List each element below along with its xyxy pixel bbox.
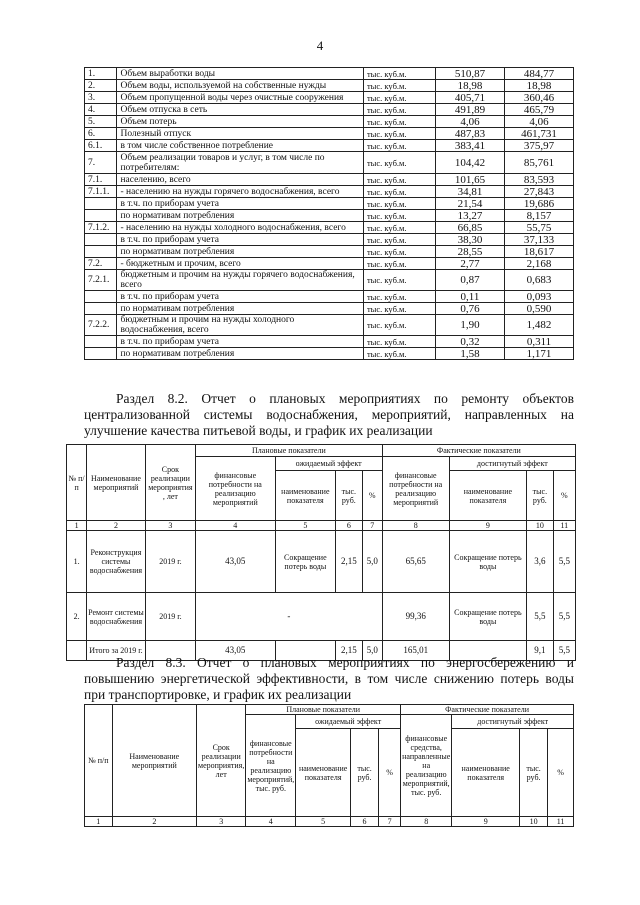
row-value-plan: 1,58 [435, 348, 504, 360]
column-number: 2 [112, 817, 196, 827]
row-unit: тыс. куб.м. [363, 128, 435, 140]
row-name: по нормативам потребления [117, 303, 364, 315]
row-value-fact: 1,482 [504, 315, 573, 336]
hdr-fact-fin: финансовые потребности на реализацию мероприятий [382, 457, 449, 521]
row-value-fact: 18,98 [504, 80, 573, 92]
hdr3-plan-rub: тыс. руб. [350, 729, 378, 817]
row-unit: тыс. куб.м. [363, 104, 435, 116]
row-value-plan: 66,85 [435, 222, 504, 234]
row-number: 7. [85, 152, 117, 174]
row-value-fact: 83,593 [504, 174, 573, 186]
hdr-fact-ind: наименование показателя [449, 471, 526, 521]
row-value-plan: 405,71 [435, 92, 504, 104]
row-value-fact: 2,168 [504, 258, 573, 270]
row-value-plan: 21,54 [435, 198, 504, 210]
balance-row [85, 222, 574, 234]
balance-row [85, 128, 574, 140]
row-name: в том числе собственное потребление [117, 140, 364, 152]
row-number [85, 348, 117, 360]
hdr3-name: Наименование мероприятий [112, 705, 196, 817]
section-8-2-title: Раздел 8.2. Отчет о плановых мероприятиях по ремонту объектов централизованной системы водоснабжения, мероприятий, направленных на улучшение качества питьевой воды, и график их реализации [84, 391, 574, 438]
row2-fact-ind: Сокращение потерь воды [449, 593, 526, 641]
row1-num: 1. [67, 531, 87, 593]
total-plan-rub: 2,15 [336, 641, 363, 661]
column-number: 5 [296, 817, 351, 827]
balance-row [85, 140, 574, 152]
row-number: 3. [85, 92, 117, 104]
row-value-plan: 0,76 [435, 303, 504, 315]
row-value-plan: 18,98 [435, 80, 504, 92]
row2-fact-pct: 5,5 [553, 593, 575, 641]
hdr-plan-fin: финансовые потребности на реализацию мероприятий [195, 457, 275, 521]
row-value-plan: 487,83 [435, 128, 504, 140]
row2-term: 2019 г. [145, 593, 195, 641]
hdr-num: № п/ п [67, 445, 87, 521]
row-name: бюджетным и прочим на нужды холодного водоснабжения, всего [117, 315, 364, 336]
row-value-fact: 0,311 [504, 336, 573, 348]
row-number [85, 303, 117, 315]
row1-plan-rub: 2,15 [336, 531, 363, 593]
row1-name: Реконструкция системы водоснабжения [87, 531, 146, 593]
hdr3-num: № п/п [85, 705, 113, 817]
row-name: населению, всего [117, 174, 364, 186]
row-value-plan: 2,77 [435, 258, 504, 270]
row-unit: тыс. куб.м. [363, 303, 435, 315]
row-name: в т.ч. по приборам учета [117, 336, 364, 348]
column-number: 8 [401, 817, 452, 827]
total-fact-fin: 165,01 [382, 641, 449, 661]
row-unit: тыс. куб.м. [363, 92, 435, 104]
row-name: Объем потерь [117, 116, 364, 128]
row-value-fact: 461,731 [504, 128, 573, 140]
row-number [85, 246, 117, 258]
balance-row [85, 258, 574, 270]
hdr3-term: Срок реализации мероприятия, лет [197, 705, 246, 817]
row-name: Объем отпуска в сеть [117, 104, 364, 116]
hdr3-plan: Плановые показатели [246, 705, 401, 715]
row-unit: тыс. куб.м. [363, 210, 435, 222]
hdr-fact: Фактические показатели [382, 445, 575, 457]
balance-row [85, 336, 574, 348]
row-value-fact: 27,843 [504, 186, 573, 198]
row-number [85, 291, 117, 303]
row-value-plan: 383,41 [435, 140, 504, 152]
row-number: 7.2.1. [85, 270, 117, 291]
row2-num: 2. [67, 593, 87, 641]
row-number: 7.1. [85, 174, 117, 186]
row-unit: тыс. куб.м. [363, 348, 435, 360]
row-number [85, 336, 117, 348]
row-value-plan: 1,90 [435, 315, 504, 336]
row-value-fact: 0,093 [504, 291, 573, 303]
hdr-name: Наименование мероприятий [87, 445, 146, 521]
row-value-fact: 375,97 [504, 140, 573, 152]
row-value-plan: 510,87 [435, 68, 504, 80]
row-value-plan: 0,32 [435, 336, 504, 348]
hdr-plan-pct: % [362, 471, 382, 521]
row1-fact-ind: Сокращение потерь воды [449, 531, 526, 593]
row-value-fact: 4,06 [504, 116, 573, 128]
row-name: бюджетным и прочим на нужды горячего водоснабжения, всего [117, 270, 364, 291]
row-unit: тыс. куб.м. [363, 315, 435, 336]
hdr-plan-effect: ожидаемый эффект [275, 457, 382, 471]
row2-plan-dash: - [195, 593, 382, 641]
row-unit: тыс. куб.м. [363, 246, 435, 258]
row-value-plan: 38,30 [435, 234, 504, 246]
balance-row [85, 92, 574, 104]
row-value-fact: 0,590 [504, 303, 573, 315]
row-unit: тыс. куб.м. [363, 234, 435, 246]
row-value-fact: 360,46 [504, 92, 573, 104]
row-name: Объем реализации товаров и услуг, в том числе по потребителям: [117, 152, 364, 174]
row-value-plan: 0,11 [435, 291, 504, 303]
column-number: 3 [197, 817, 246, 827]
row1-fact-fin: 65,65 [382, 531, 449, 593]
row-name: - населению на нужды горячего водоснабжения, всего [117, 186, 364, 198]
row-name: - бюджетным и прочим, всего [117, 258, 364, 270]
row-value-fact: 18,617 [504, 246, 573, 258]
row-value-fact: 465,79 [504, 104, 573, 116]
column-number: 5 [275, 521, 336, 531]
hdr3-fact-ind: наименование показателя [452, 729, 520, 817]
row2-fact-rub: 5,5 [527, 593, 554, 641]
section-8-3-heading [84, 655, 574, 703]
hdr-fact-pct: % [553, 471, 575, 521]
row-number [85, 210, 117, 222]
hdr3-fact: Фактические показатели [401, 705, 574, 715]
row-unit: тыс. куб.м. [363, 336, 435, 348]
balance-row [85, 80, 574, 92]
row-unit: тыс. куб.м. [363, 258, 435, 270]
column-number: 9 [452, 817, 520, 827]
hdr3-plan-ind: наименование показателя [296, 729, 351, 817]
hdr3-plan-effect: ожидаемый эффект [296, 715, 401, 729]
balance-row [85, 186, 574, 198]
row-unit: тыс. куб.м. [363, 68, 435, 80]
row-unit: тыс. куб.м. [363, 116, 435, 128]
hdr-term: Срок реализации мероприятия , лет [145, 445, 195, 521]
balance-row [85, 270, 574, 291]
balance-row [85, 174, 574, 186]
row-name: Объем выработки воды [117, 68, 364, 80]
row-unit: тыс. куб.м. [363, 174, 435, 186]
balance-row [85, 198, 574, 210]
row-unit: тыс. куб.м. [363, 140, 435, 152]
row-value-fact: 0,683 [504, 270, 573, 291]
row-number: 7.1.2. [85, 222, 117, 234]
hdr-plan-rub: тыс. руб. [336, 471, 363, 521]
row-name: в т.ч. по приборам учета [117, 198, 364, 210]
balance-row [85, 116, 574, 128]
row-number: 6. [85, 128, 117, 140]
page-number: 4 [316, 38, 324, 53]
row-value-fact: 85,761 [504, 152, 573, 174]
row-name: Полезный отпуск [117, 128, 364, 140]
column-number: 6 [336, 521, 363, 531]
row-number: 5. [85, 116, 117, 128]
row-number: 4. [85, 104, 117, 116]
row-value-plan: 104,42 [435, 152, 504, 174]
column-number: 10 [520, 817, 548, 827]
column-number: 6 [350, 817, 378, 827]
row-value-fact: 484,77 [504, 68, 573, 80]
row-value-plan: 28,55 [435, 246, 504, 258]
balance-row [85, 291, 574, 303]
hdr-fact-effect: достигнутый эффект [449, 457, 575, 471]
energy-saving-table [84, 704, 574, 827]
row-name: по нормативам потребления [117, 210, 364, 222]
balance-row [85, 303, 574, 315]
row2-name: Ремонт системы водоснабжения [87, 593, 146, 641]
balance-row [85, 210, 574, 222]
water-balance-table [84, 67, 574, 360]
row-number [85, 198, 117, 210]
balance-row [85, 104, 574, 116]
row-unit: тыс. куб.м. [363, 80, 435, 92]
total-fact-rub: 9,1 [527, 641, 554, 661]
row1-term: 2019 г. [145, 531, 195, 593]
hdr3-fact-fin: финансовые средства, направленные на реализацию мероприятий, тыс. руб. [401, 715, 452, 817]
row-number: 1. [85, 68, 117, 80]
row-number: 2. [85, 80, 117, 92]
repair-measures-table [66, 444, 576, 661]
balance-row [85, 315, 574, 336]
column-number: 4 [246, 817, 296, 827]
row-number [85, 234, 117, 246]
row-value-fact: 8,157 [504, 210, 573, 222]
row-unit: тыс. куб.м. [363, 222, 435, 234]
balance-row [85, 246, 574, 258]
column-number: 1 [85, 817, 113, 827]
row-name: Объем пропущенной воды через очистные сооружения [117, 92, 364, 104]
row-name: по нормативам потребления [117, 246, 364, 258]
total-fact-pct: 5,5 [553, 641, 575, 661]
column-number: 3 [145, 521, 195, 531]
hdr-plan-ind: наименование показателя [275, 471, 336, 521]
row-value-fact: 1,171 [504, 348, 573, 360]
column-number: 11 [553, 521, 575, 531]
row1-plan-fin: 43,05 [195, 531, 275, 593]
hdr3-plan-pct: % [379, 729, 401, 817]
hdr3-fact-effect: достигнутый эффект [452, 715, 574, 729]
hdr3-fact-pct: % [548, 729, 574, 817]
row-name: в т.ч. по приборам учета [117, 234, 364, 246]
row2-fact-fin: 99,36 [382, 593, 449, 641]
row1-fact-rub: 3,6 [527, 531, 554, 593]
hdr-plan: Плановые показатели [195, 445, 382, 457]
row-value-plan: 101,65 [435, 174, 504, 186]
hdr-fact-rub: тыс. руб. [527, 471, 554, 521]
total-plan-pct: 5,0 [362, 641, 382, 661]
row1-plan-ind: Сокращение потерь воды [275, 531, 336, 593]
column-number: 4 [195, 521, 275, 531]
row-value-plan: 13,27 [435, 210, 504, 222]
hdr3-plan-fin: финансовые потребности на реализацию мероприятий, тыс. руб. [246, 715, 296, 817]
total-plan-fin: 43,05 [195, 641, 275, 661]
total-label: Итого за 2019 г. [87, 641, 146, 661]
row-value-plan: 0,87 [435, 270, 504, 291]
row-unit: тыс. куб.м. [363, 198, 435, 210]
hdr3-fact-rub: тыс. руб. [520, 729, 548, 817]
column-number: 10 [527, 521, 554, 531]
section-8-3-title: Раздел 8.3. Отчет о плановых мероприятиях по энергосбережению и повышению энергетической эффективности, в том числе снижению потерь воды при транспортировке, и график их реализации [84, 655, 574, 702]
row1-plan-pct: 5,0 [362, 531, 382, 593]
column-number: 7 [362, 521, 382, 531]
column-number: 2 [87, 521, 146, 531]
row-value-fact: 37,133 [504, 234, 573, 246]
balance-row [85, 68, 574, 80]
row-unit: тыс. куб.м. [363, 270, 435, 291]
column-number: 1 [67, 521, 87, 531]
balance-row [85, 348, 574, 360]
row-number: 6.1. [85, 140, 117, 152]
row-unit: тыс. куб.м. [363, 186, 435, 198]
row-value-fact: 19,686 [504, 198, 573, 210]
section-8-2-heading [84, 391, 574, 439]
row-name: по нормативам потребления [117, 348, 364, 360]
row-name: - населению на нужды холодного водоснабжения, всего [117, 222, 364, 234]
row-number: 7.1.1. [85, 186, 117, 198]
row-number: 7.2.2. [85, 315, 117, 336]
column-number: 7 [379, 817, 401, 827]
row1-fact-pct: 5,5 [553, 531, 575, 593]
column-number: 8 [382, 521, 449, 531]
row-value-plan: 4,06 [435, 116, 504, 128]
row-unit: тыс. куб.м. [363, 152, 435, 174]
row-value-plan: 34,81 [435, 186, 504, 198]
row-value-plan: 491,89 [435, 104, 504, 116]
column-number: 11 [548, 817, 574, 827]
balance-row [85, 234, 574, 246]
column-number: 9 [449, 521, 526, 531]
row-number: 7.2. [85, 258, 117, 270]
row-name: в т.ч. по приборам учета [117, 291, 364, 303]
balance-row [85, 152, 574, 174]
row-unit: тыс. куб.м. [363, 291, 435, 303]
row-value-fact: 55,75 [504, 222, 573, 234]
row-name: Объем воды, используемой на собственные нужды [117, 80, 364, 92]
